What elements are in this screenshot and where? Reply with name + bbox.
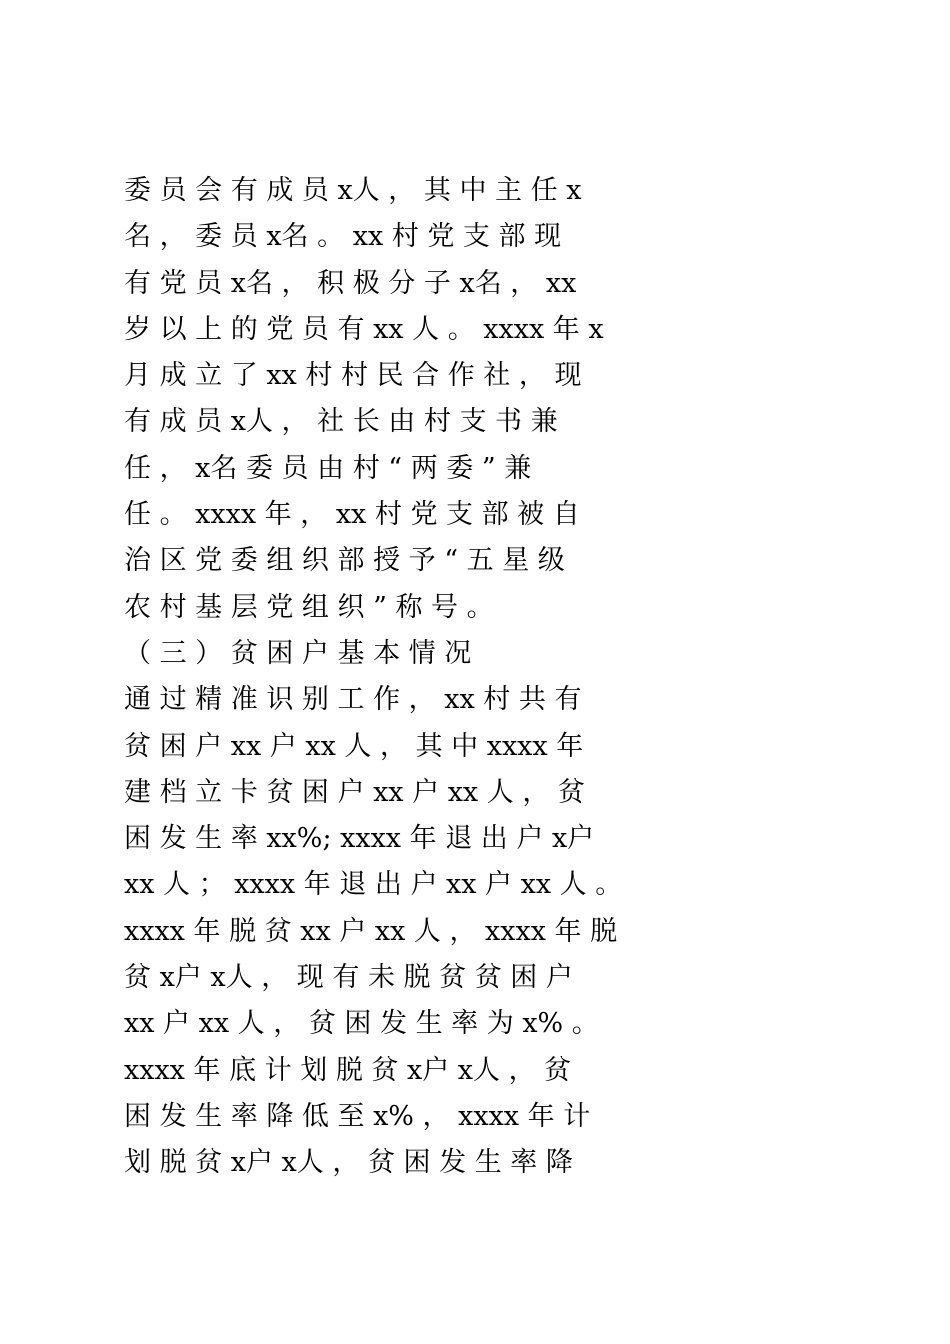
text-line-14: 建 档 立 卡 贫 困 户 xx 户 xx 人 ， 贫 — [124, 776, 585, 808]
text-line-3: 有 党 员 x名 ， 积 极 分 子 x名 ， xx — [124, 267, 577, 299]
text-line-5: 月 成 立 了 xx 村 村 民 合 作 社 ， 现 — [124, 360, 582, 392]
text-line-2: 名 ， 委 员 x名 。 xx 村 党 支 部 现 — [124, 221, 562, 253]
text-line-12: 通 过 精 准 识 别 工 作 ， xx 村 共 有 — [124, 684, 582, 716]
text-line-10: 农 村 基 层 党 组 织 ” 称 号 。 — [124, 591, 494, 623]
text-line-6: 有 成 员 x人 ， 社 长 由 村 支 书 兼 — [124, 406, 558, 438]
text-line-18: 贫 x户 x人 ， 现 有 未 脱 贫 贫 困 户 — [124, 962, 573, 994]
text-line-4: 岁 以 上 的 党 员 有 xx 人 。 xxxx 年 x — [124, 313, 604, 345]
text-line-8: 任 。 xxxx 年 ， xx 村 党 支 部 被 自 — [124, 499, 580, 531]
text-line-20: xxxx 年 底 计 划 脱 贫 x户 x人 ， 贫 — [124, 1054, 572, 1086]
text-line-16: xx 人 ； xxxx 年 退 出 户 xx 户 xx 人 。 — [124, 869, 623, 901]
text-line-17: xxxx 年 脱 贫 xx 户 xx 人 ， xxxx 年 脱 — [124, 915, 618, 947]
text-line-7: 任 ， x名 委 员 由 村 “ 两 委 ” 兼 — [124, 452, 532, 484]
section-heading: （ 三 ） 贫 困 户 基 本 情 况 — [124, 637, 472, 669]
text-line-15: 困 发 生 率 xx%; xxxx 年 退 出 户 x户 — [124, 823, 595, 855]
text-line-19: xx 户 xx 人 ， 贫 困 发 生 率 为 x% 。 — [124, 1008, 599, 1040]
text-line-13: 贫 困 户 xx 户 xx 人 ， 其 中 xxxx 年 — [124, 730, 584, 762]
text-line-21: 困 发 生 率 降 低 至 x% ， xxxx 年 计 — [124, 1100, 591, 1132]
text-line-1: 委 员 会 有 成 员 x人 ， 其 中 主 任 x — [124, 175, 582, 206]
text-line-9: 治 区 党 委 组 织 部 授 予 “ 五 星 级 — [124, 545, 565, 577]
text-line-22: 划 脱 贫 x户 x人 ， 贫 困 发 生 率 降 — [124, 1147, 573, 1179]
body-text — [124, 168, 844, 1187]
